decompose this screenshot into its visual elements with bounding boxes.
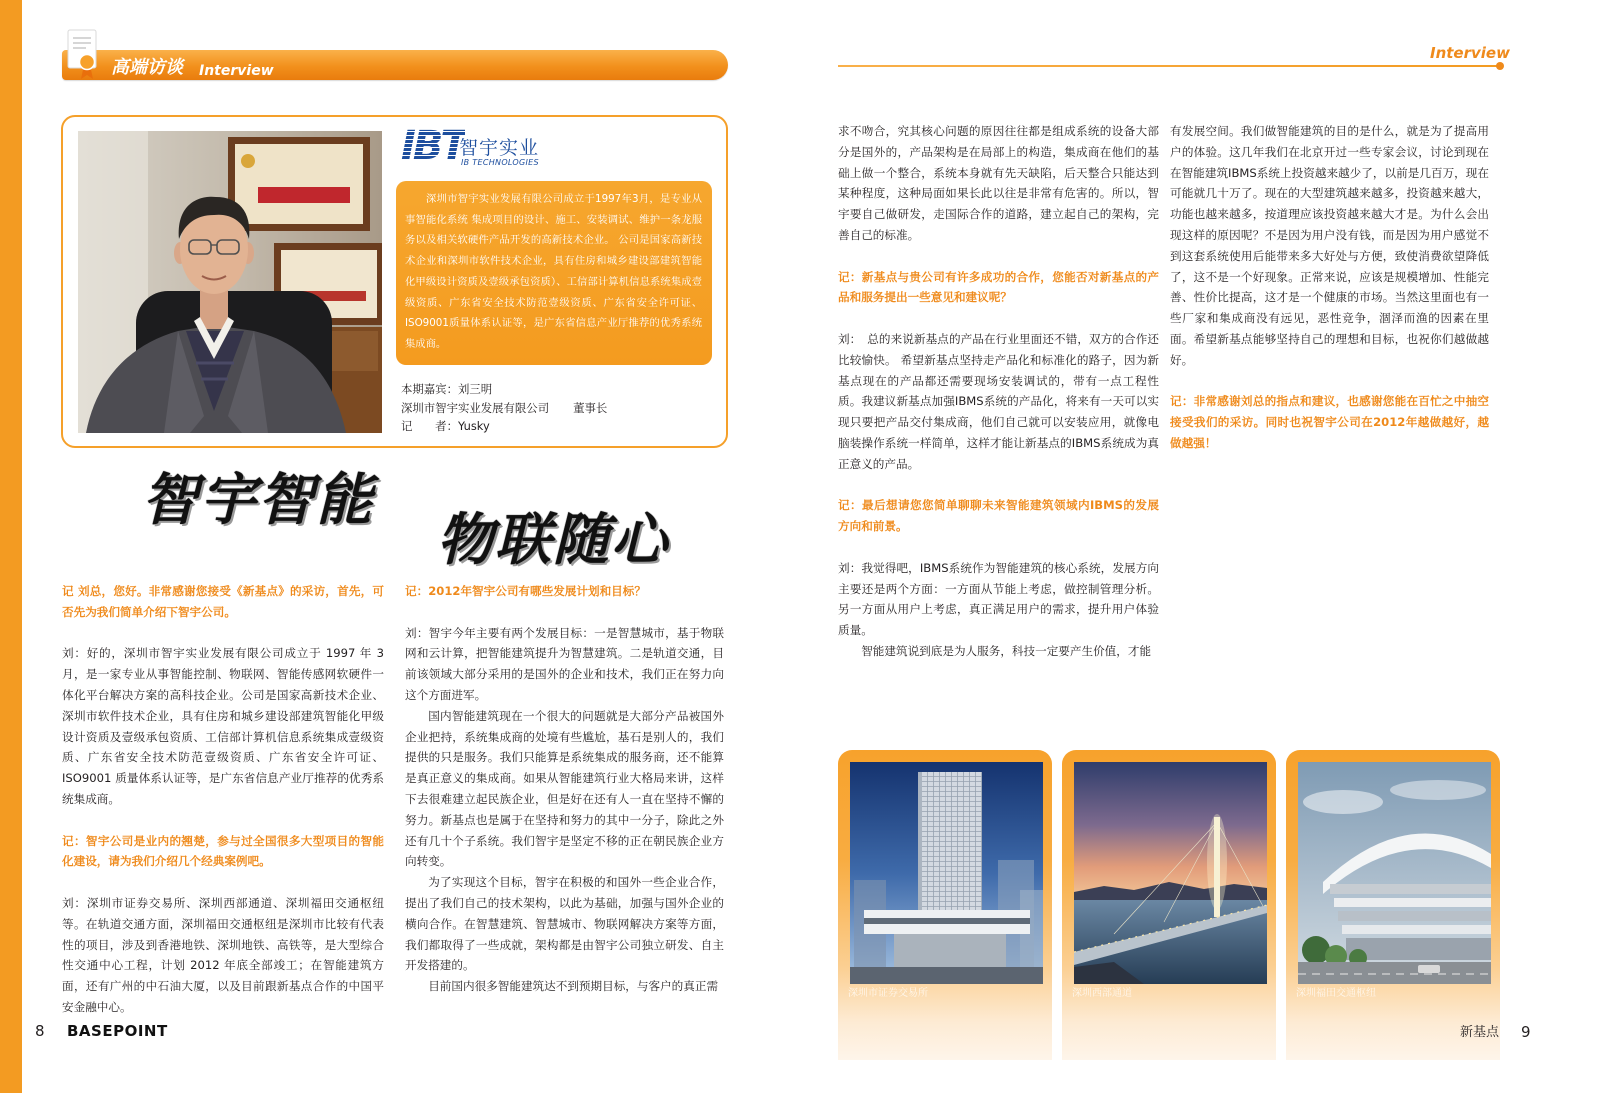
article-column-3: [838, 121, 1159, 662]
question-paragraph: 记：智宇公司是业内的翘楚，参与过全国很多大型项目的智能化建设，请为我们介绍几个经典案例吧。: [62, 833, 384, 869]
certificate-frame: [228, 137, 370, 231]
header-rule: [838, 65, 1500, 67]
header-rule-dot: [1496, 62, 1504, 70]
answer-paragraph: 智能建筑说到底是为人服务，科技一定要产生价值，才能: [861, 643, 1152, 658]
answer-paragraph: 刘：智宇今年主要有两个发展目标：一是智慧城市，基于物联网和云计算，把智能建筑提升为智慧建筑。二是轨道交通，目前该领域大部分采用的是国外的企业和技术，我们正在努力向这个方面进军。: [405, 625, 724, 702]
article-column-4: [1170, 121, 1489, 454]
ground: [850, 967, 1043, 984]
podium-window-band: [864, 918, 1030, 924]
guest-position: 董事长: [573, 400, 608, 415]
building-level: [1338, 911, 1491, 921]
company-intro-box: [396, 181, 712, 365]
road: [1298, 962, 1491, 984]
page-number-right: 9: [1521, 1023, 1531, 1041]
project-photo-card: [838, 750, 1052, 1060]
building-level: [1342, 925, 1491, 934]
building-level: [1334, 898, 1491, 907]
magazine-name-left: BASEPOINT: [67, 1022, 168, 1040]
guest-portrait-photo: [78, 131, 382, 433]
certificate-icon: [64, 27, 106, 81]
section-subtitle: Interview: [199, 63, 274, 79]
section-title: 高端访谈: [111, 57, 183, 78]
guest-affiliation: [401, 399, 607, 418]
question-paragraph: 记 刘总，您好。非常感谢您接受《新基点》的采访，首先，可否先为我们简单介绍下智宇公司。: [62, 584, 384, 619]
western-corridor-bridge-photo: [1074, 762, 1267, 984]
neck: [200, 289, 228, 329]
building-level: [1330, 884, 1491, 894]
futian-transport-hub-photo: [1298, 762, 1491, 984]
question-paragraph: 记：2012年智宇公司有哪些发展计划和目标？: [405, 584, 646, 598]
answer-paragraph: 国内智能建筑现在一个很大的问题就是大部分产品被国外企业把持，系统集成商的处境有些尴尬，基石是别人的，我们提供的只是服务。我们只能算是系统集成的服务商，还不能算是真正意义的集成商。如果从智能建筑行业大格局来讲，这样下去很难建立起民族企业，但是好在还有人一直在坚持不懈的努力。新基点也是属于在坚持和努力的其中一分子，除此之外还有几十个子系统。我们智宇是坚定不移的正在朝民族企业方向转变。: [405, 708, 724, 869]
answer-paragraph: 为了实现这个目标，智宇在积极的和国外一些企业合作，提出了我们自己的技术架构，以此为基础，加强与国外企业的横向合作。在智慧建筑、智慧城市、物联网解决方案等方面，我们都取得了一些成就，架构都是由智宇公司独立研发、自主开发搭建的。: [405, 875, 724, 973]
guest-company: 深圳市智宇实业发展有限公司: [401, 400, 550, 415]
question-paragraph: 记：最后想请您您简单聊聊未来智能建筑领域内IBMS的发展方向和前景。: [838, 498, 1159, 534]
article-column-1: [62, 581, 384, 1018]
guest-name: 本期嘉宾：刘三明: [401, 382, 493, 396]
section-label-right: Interview: [1430, 44, 1510, 62]
headline-part-2: 物联随心: [437, 508, 669, 573]
answer-paragraph: 目前国内很多智能建筑达不到预期目标，与客户的真正需: [428, 979, 719, 994]
cloud: [1390, 780, 1486, 800]
closing-paragraph: 记：非常感谢刘总的指点和建议，也感谢您能在百忙之中抽空接受我们的采访。同时也祝智宇公司在2012年越做越好，越做越强！: [1170, 394, 1489, 450]
headline-part-1: 智宇智能: [142, 468, 374, 533]
project-photo-card: [1286, 750, 1500, 1060]
company-logo-english: IB TECHNOLOGIES: [461, 158, 539, 167]
answer-paragraph: 求不吻合，究其核心问题的原因往往都是组成系统的设备大部分是国外的，产品架构是在局部上的构造，集成商在他们的基础上做一个整合，系统本身就有先天缺陷，后天整合只能达到某种程度，这种局面如果长此以往是非常有危害的。所以，智宇要自己做研发，走国际合作的道路，建立起自己的架构，完善自己的标准。: [838, 124, 1159, 242]
lobby: [894, 934, 1006, 967]
company-logo-name: 智宇实业: [459, 137, 540, 159]
company-intro-text: 深圳市智宇实业发展有限公司成立于1997年3月，是专业从事智能化系统 集成项目的设计、施工、安装调试、维护一条龙服务以及相关软硬件产品开发的高新技术企业。 公司是国家高新技术企业和深圳市软件技术企业，具有住房和城乡建设部建筑智能化甲级设计资质及壹级承包资质）、工信部计算机信息系统集成壹级资质、广东省安全技术防范壹级资质、广东省安全许可证、ISO9001质量体系认证等，是广东省信息产业厅推荐的优秀系统集成商。: [405, 193, 702, 350]
car: [1418, 965, 1440, 973]
cabinet-door: [330, 331, 378, 371]
answer-paragraph: 刘：好的，深圳市智宇实业发展有限公司成立于 1997 年 3 月，是一家专业从事智能控制、物联网、智能传感网软硬件一体化平台解决方案的高科技企业。公司是国家高新技术企业、深圳市软件技术企业，具有住房和城乡建设部建筑智能化甲级设计资质及壹级承包资质、工信部计算机信息系统集成壹级资质、广东省安全技术防范壹级资质、广东省安全许可证、ISO9001 质量体系认证等，是广东省信息产业厅推荐的优秀系统集成商。: [62, 646, 384, 806]
answer-paragraph: 刘：我觉得吧，IBMS系统作为智能建筑的核心系统，发展方向主要还是两个方面：一方面从节能上考虑，做控制管理分析。另一方面从用户上考虑，真正满足用户的需求，提升用户体验质量。: [838, 560, 1159, 638]
company-logo-mark: IBT: [401, 123, 465, 169]
magazine-name-right: 新基点: [1460, 1025, 1500, 1040]
page-edge-stripe: [0, 0, 22, 1093]
bridge-pylon: [1214, 817, 1220, 917]
reporter-name: 记 者：Yusky: [401, 419, 490, 433]
building-base: [1346, 938, 1491, 960]
answer-paragraph: 刘：深圳市证券交易所、深圳西部通道、深圳福田交通枢纽等。在轨道交通方面，深圳福田交通枢纽是深圳市比较有代表性的项目，涉及到香港地铁、深圳地铁、高铁等，是大型综合性交通中心工程，计划 2012 年底全部竣工；在智能建筑方面，还有广州的中石油大厦，以及目前跟新基点合作的中国平安金融中心。: [62, 895, 384, 1014]
page-number-left: 8: [35, 1022, 45, 1040]
photo-caption: 深圳市证券交易所: [848, 988, 928, 999]
dusk-sky: [1074, 762, 1267, 902]
project-photo-card: [1062, 750, 1276, 1060]
photo-caption: 深圳福田交通枢纽: [1296, 988, 1376, 999]
answer-paragraph: 刘： 总的来说新基点的产品在行业里面还不错，双方的合作还比较愉快。 希望新基点坚持走产品化和标准化的路子，因为新基点现在的产品都还需要现场安装调试的，带有一点工程性质。我建议新基点加强IBMS系统的产品化，将来有一天可以实现只要把产品交付集成商，他们自己就可以安装应用，就像电脑装操作系统一样简单，这样才能让新基点的IBMS系统成为真正意义的产品。: [838, 331, 1159, 471]
cloud: [1303, 790, 1383, 814]
article-column-2: [405, 581, 724, 997]
ribbon-medal: [80, 55, 95, 70]
stock-exchange-photo: [850, 762, 1043, 984]
question-paragraph: 记：新基点与贵公司有许多成功的合作，您能否对新基点的产品和服务提出一些意见和建议呢？: [838, 269, 1159, 305]
answer-paragraph: 有发展空间。我们做智能建筑的目的是什么，就是为了提高用户的体验。这几年我们在北京开过一些专家会议，讨论到现在在智能建筑IBMS系统上投资越来越少了，以前是几百万，现在可能就几十万了。现在的大型建筑越来越多，投资越来越大，功能也越来越多，按道理应该投资越来越大才是。为什么会出现这样的原因呢？不是因为用户没有钱，而是因为用户感觉不到这套系统使用后能带来多大好处与方便，致使消费欲望降低了，这不是一个好现象。正常来说，应该是规模增加、性能完善、性价比提高，这才是一个健康的市场。当然这里面也有一些厂家和集成商没有远见，恶性竞争，涸泽而渔的因素在里面。希望新基点能够坚持自己的理想和目标，也祝你们越做越好。: [1170, 124, 1489, 367]
photo-caption: 深圳西部通道: [1072, 988, 1132, 999]
guest-info: [401, 380, 607, 436]
